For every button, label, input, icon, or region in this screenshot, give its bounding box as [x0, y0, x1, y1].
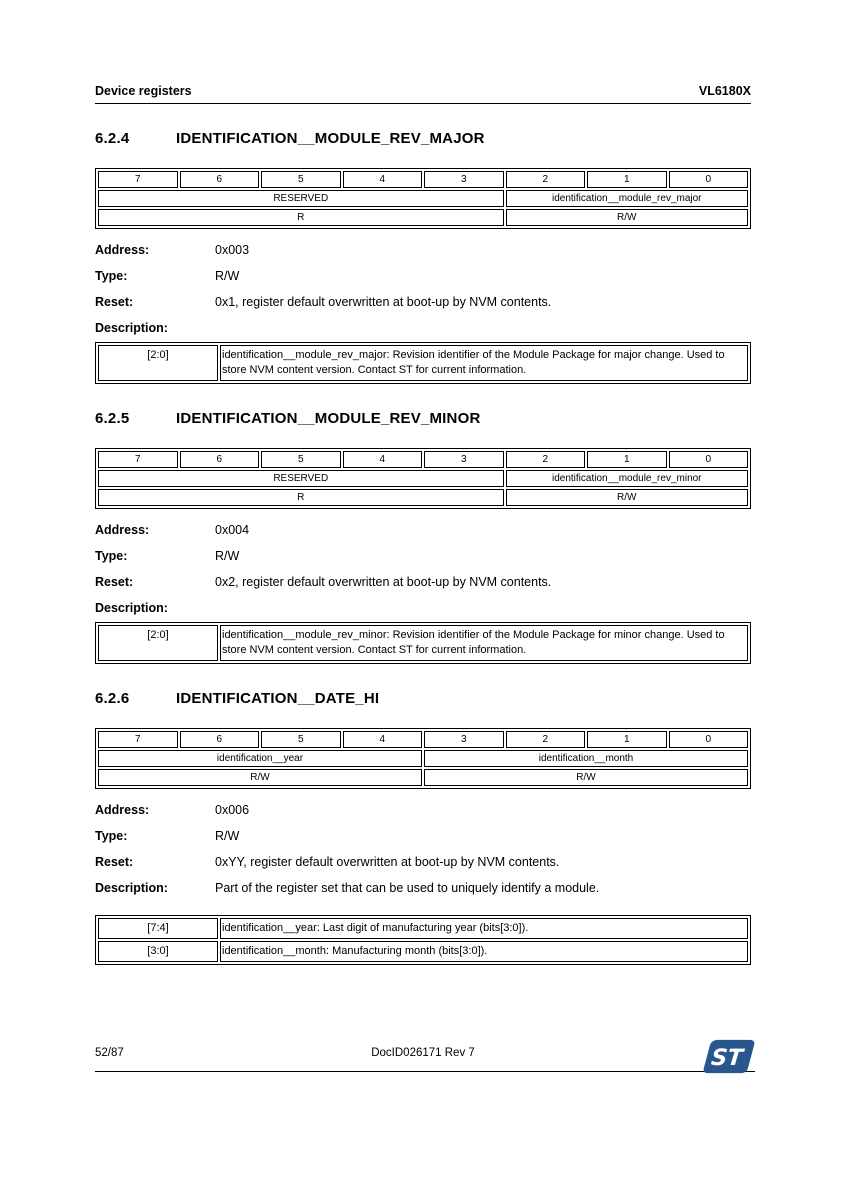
bit-number-cell: 5	[261, 171, 341, 188]
field-description-row	[98, 918, 748, 939]
bit-field-cell: identification__module_rev_major	[506, 190, 749, 207]
bit-numbers-row	[98, 171, 748, 188]
bit-number-cell: 1	[587, 451, 667, 468]
bit-number-cell: 1	[587, 731, 667, 748]
address-row	[95, 523, 751, 537]
type-row	[95, 269, 751, 283]
bit-number-cell: 6	[180, 451, 260, 468]
bit-fields-row	[98, 750, 748, 767]
section-heading	[95, 130, 751, 147]
section-number: 6.2.5	[95, 410, 130, 427]
section-heading	[95, 690, 751, 707]
type-label: Type:	[95, 829, 128, 843]
field-bits-cell: [2:0]	[98, 625, 218, 661]
reset-row	[95, 855, 751, 869]
section-title: IDENTIFICATION__DATE_HI	[176, 690, 380, 707]
reset-label: Reset:	[95, 295, 134, 309]
section-title: IDENTIFICATION__MODULE_REV_MAJOR	[176, 130, 485, 147]
bit-number-cell: 6	[180, 731, 260, 748]
register-section	[95, 690, 751, 965]
description-row	[95, 881, 751, 895]
bit-access-cell: R/W	[506, 489, 749, 506]
description-value	[215, 601, 751, 615]
bit-number-cell: 2	[506, 171, 586, 188]
description-label: Description:	[95, 601, 168, 615]
bit-fields-row	[98, 470, 748, 487]
address-value: 0x004	[215, 523, 250, 537]
field-description-row	[98, 345, 748, 381]
description-value: Part of the register set that can be used to uniquely identify a module.	[215, 881, 600, 895]
type-row	[95, 829, 751, 843]
description-row	[95, 321, 751, 335]
description-row	[95, 601, 751, 615]
field-description-table	[95, 622, 751, 664]
reset-value: 0x1, register default overwritten at boot-up by NVM contents.	[215, 295, 552, 309]
bit-table	[95, 168, 751, 229]
bit-number-cell: 5	[261, 451, 341, 468]
reset-value: 0x2, register default overwritten at boot-up by NVM contents.	[215, 575, 552, 589]
section-title: IDENTIFICATION__MODULE_REV_MINOR	[176, 410, 481, 427]
field-text-cell: identification__module_rev_minor: Revision identifier of the Module Package for minor change. Used to store NVM content version. Contact ST for current information.	[220, 625, 748, 661]
bit-access-cell: R/W	[506, 209, 749, 226]
bit-number-cell: 3	[424, 731, 504, 748]
field-bits-cell: [3:0]	[98, 941, 218, 962]
bit-table	[95, 728, 751, 789]
bit-number-cell: 2	[506, 451, 586, 468]
reset-label: Reset:	[95, 575, 134, 589]
bit-access-cell: R/W	[424, 769, 748, 786]
bit-field-cell: RESERVED	[98, 470, 504, 487]
bit-number-cell: 0	[669, 451, 749, 468]
bit-access-cell: R/W	[98, 769, 422, 786]
reset-label: Reset:	[95, 855, 134, 869]
field-text-cell: identification__year: Last digit of manufacturing year (bits[3:0]).	[220, 918, 748, 939]
address-value: 0x006	[215, 803, 250, 817]
field-description-row	[98, 625, 748, 661]
header-left-title: Device registers	[95, 84, 192, 98]
reset-row	[95, 295, 751, 309]
address-row	[95, 803, 751, 817]
address-row	[95, 243, 751, 257]
bit-field-cell: identification__month	[424, 750, 748, 767]
bit-number-cell: 7	[98, 171, 178, 188]
bit-number-cell: 4	[343, 731, 423, 748]
section-heading	[95, 410, 751, 427]
section-number: 6.2.4	[95, 130, 130, 147]
bit-number-cell: 3	[424, 171, 504, 188]
bit-access-row	[98, 769, 748, 786]
bit-table	[95, 448, 751, 509]
register-section	[95, 410, 751, 664]
section-number: 6.2.6	[95, 690, 130, 707]
bit-access-row	[98, 489, 748, 506]
page-content	[95, 0, 751, 965]
bit-number-cell: 1	[587, 171, 667, 188]
running-header	[95, 84, 751, 98]
header-right-device: VL6180X	[698, 84, 751, 98]
description-label: Description:	[95, 321, 168, 335]
field-description-table	[95, 342, 751, 384]
bit-number-cell: 5	[261, 731, 341, 748]
field-bits-cell: [2:0]	[98, 345, 218, 381]
reset-value: 0xYY, register default overwritten at boot-up by NVM contents.	[215, 855, 560, 869]
field-bits-cell: [7:4]	[98, 918, 218, 939]
address-label: Address:	[95, 803, 150, 817]
bit-number-cell: 2	[506, 731, 586, 748]
register-section	[95, 130, 751, 384]
header-rule	[95, 103, 751, 104]
type-label: Type:	[95, 549, 128, 563]
field-description-table	[95, 915, 751, 965]
bit-number-cell: 4	[343, 451, 423, 468]
bit-fields-row	[98, 190, 748, 207]
address-label: Address:	[95, 243, 150, 257]
bit-number-cell: 0	[669, 731, 749, 748]
svg-text:ST: ST	[709, 1044, 745, 1071]
field-description-row	[98, 941, 748, 962]
address-value: 0x003	[215, 243, 250, 257]
bit-number-cell: 6	[180, 171, 260, 188]
bit-numbers-row	[98, 451, 748, 468]
footer-page-number: 52/87	[95, 1047, 124, 1059]
field-text-cell: identification__month: Manufacturing month (bits[3:0]).	[220, 941, 748, 962]
footer-rule	[95, 1071, 755, 1072]
type-value: R/W	[215, 549, 240, 563]
type-row	[95, 549, 751, 563]
bit-field-cell: identification__module_rev_minor	[506, 470, 749, 487]
bit-number-cell: 7	[98, 731, 178, 748]
bit-numbers-row	[98, 731, 748, 748]
bit-number-cell: 0	[669, 171, 749, 188]
type-value: R/W	[215, 829, 240, 843]
bit-field-cell: identification__year	[98, 750, 422, 767]
st-logo-icon	[702, 1039, 756, 1074]
bit-access-row	[98, 209, 748, 226]
field-text-cell: identification__module_rev_major: Revision identifier of the Module Package for major change. Used to store NVM content version. Contact ST for current information.	[220, 345, 748, 381]
footer-doc-id: DocID026171 Rev 7	[371, 1047, 475, 1059]
description-label: Description:	[95, 881, 168, 895]
bit-field-cell: RESERVED	[98, 190, 504, 207]
description-value	[215, 321, 751, 335]
reset-row	[95, 575, 751, 589]
bit-number-cell: 3	[424, 451, 504, 468]
type-value: R/W	[215, 269, 240, 283]
address-label: Address:	[95, 523, 150, 537]
type-label: Type:	[95, 269, 128, 283]
bit-number-cell: 4	[343, 171, 423, 188]
bit-access-cell: R	[98, 489, 504, 506]
bit-access-cell: R	[98, 209, 504, 226]
sections-container	[95, 130, 751, 965]
bit-number-cell: 7	[98, 451, 178, 468]
